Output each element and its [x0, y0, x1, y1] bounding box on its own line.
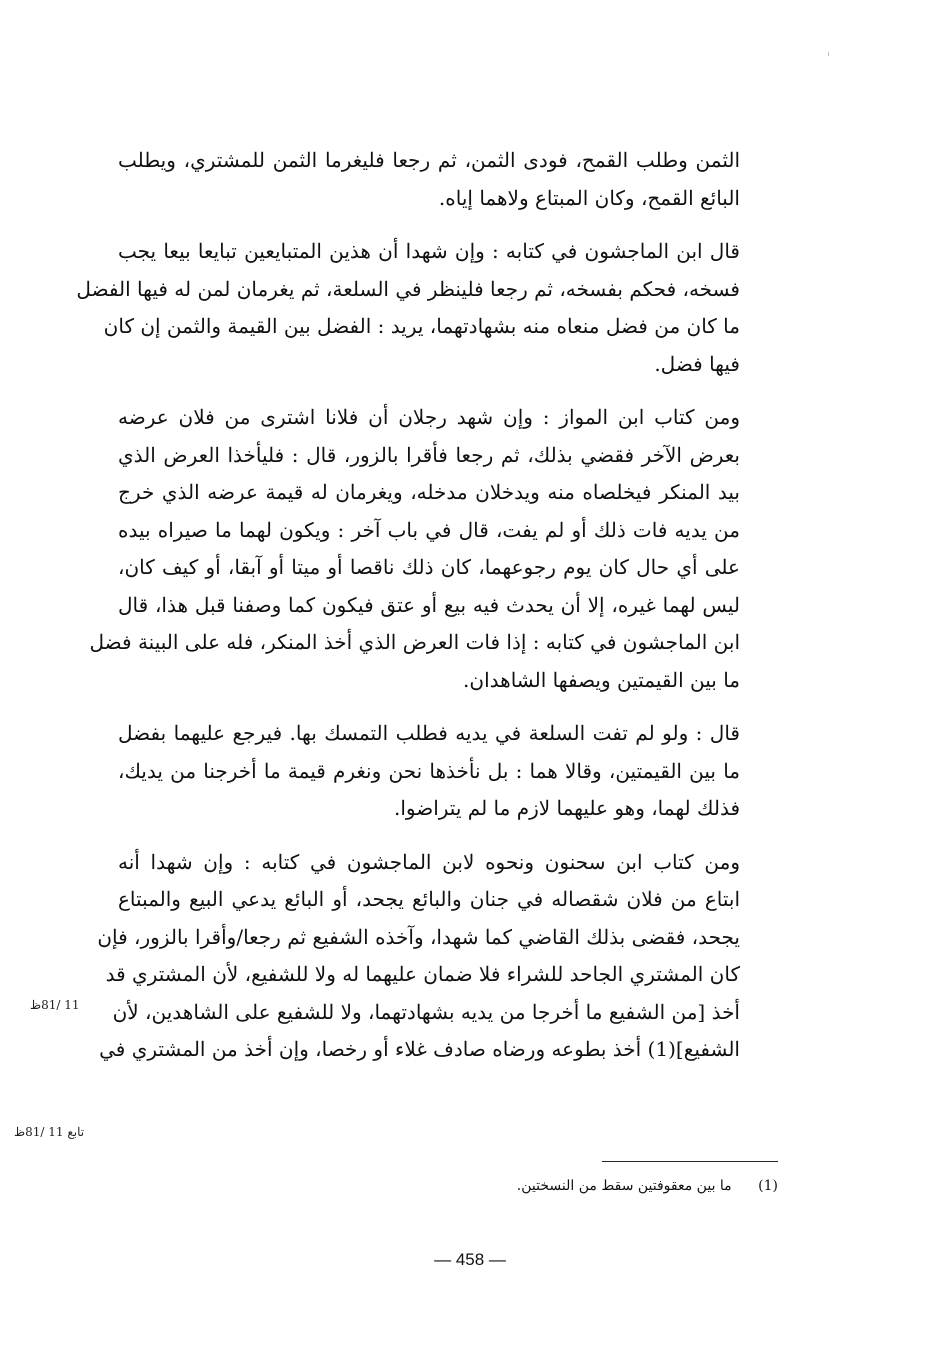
text-line: الثمن وطلب القمح، فودى الثمن، ثم رجعا فليغرما الثمن للمشتري، ويطلب — [118, 148, 741, 172]
paragraph-1 — [118, 142, 778, 217]
paragraph-4 — [118, 715, 778, 828]
text-line: يجحد، فقضى بذلك القاضي كما شهدا، وآخذه الشفيع ثم رجعا/وأقرا بالزور، فإن — [97, 924, 740, 949]
footnote-text: ما بين معقوفتين سقط من النسختين. — [516, 1178, 732, 1194]
scan-mark — [828, 52, 829, 56]
text-line: ومن كتاب ابن سحنون ونحوه لابن الماجشون في كتابه : وإن شهدا أنه — [118, 849, 740, 874]
page-number: — 458 — — [434, 1250, 506, 1269]
text-line: ابن الماجشون في كتابه : إذا فات العرض الذي أخذ المنكر، فله على البينة فضل — [89, 630, 740, 654]
footnote — [517, 1178, 778, 1194]
footnote-divider — [602, 1161, 778, 1162]
paragraph-2 — [76, 233, 778, 383]
paragraph-3 — [89, 399, 778, 699]
text-line: أخذ [من الشفيع ما أخرجا من يديه بشهادتهما، ولا للشفيع على الشاهدين، لأن — [112, 999, 740, 1024]
body-text — [76, 142, 778, 1085]
text-line: فيها فضل. — [654, 351, 740, 376]
text-line: كان المشتري الجاحد للشراء فلا ضمان عليهما له ولا للشفيع، لأن المشتري قد — [105, 962, 740, 986]
paragraph-5 — [97, 844, 778, 1069]
text-line: بيد المنكر فيخلصاه منه ويدخلان مدخله، ويغرمان له قيمة عرضه الذي خرج — [118, 480, 740, 504]
text-line: قال : ولو لم تفت السلعة في يديه فطلب التمسك بها. فيرجع عليهما بفضل — [118, 721, 740, 745]
text-line: ما بين القيمتين ويصفها الشاهدان. — [463, 667, 740, 692]
text-line: الشفيع](1) أخذ بطوعه ورضاه صادف غلاء أو رخصا، وإن أخذ من المشتري في — [99, 1037, 740, 1061]
text-line: من يديه فات ذلك أو لم يفت، قال في باب آخر : ويكون لهما ما صيراه بيده — [118, 517, 740, 542]
text-line: البائع القمح، وكان المبتاع ولاهما إياه. — [438, 185, 740, 210]
text-line: ومن كتاب ابن المواز : وإن شهد رجلان أن فلانا اشترى من فلان عرضه — [118, 405, 740, 429]
text-line: ليس لهما غيره، إلا أن يحدث فيه بيع أو عتق فيكون كما وصفنا قبل هذا، قال — [118, 592, 740, 617]
text-line: بعرض الآخر فقضي بذلك، ثم رجعا فأقرا بالزور، قال : فليأخذا العرض الذي — [118, 442, 740, 467]
text-line: ابتاع من فلان شقصاله في جنان والبائع يجحد، أو البائع يدعي البيع والمبتاع — [118, 887, 740, 911]
text-line: على أي حال كان يوم رجوعهما، كان ذلك ناقصا أو ميتا أو آبقا، أو كيف كان، — [118, 555, 740, 579]
text-line: ما بين القيمتين، وقالا هما : بل نأخذها نحن ونغرم قيمة ما أخرجنا من يديك، — [118, 758, 740, 783]
text-line: فسخه، فحكم بفسخه، ثم رجعا فلينظر في السلعة، ثم يغرمان لمن له فيها الفضل — [76, 276, 740, 301]
text-line: فذلك لهما، وهو عليهما لازم ما لم يتراضوا. — [393, 796, 740, 820]
text-line: قال ابن الماجشون في كتابه : وإن شهدا أن هذين المتبايعين تبايعا بيعا يجب — [118, 239, 740, 263]
text-line: ما كان من فضل منعاه منه بشهادتهما، يريد : الفضل بين القيمة والثمن إن كان — [103, 314, 740, 338]
footnote-number: (1) — [758, 1178, 778, 1194]
margin-note-folio: 11 /81ظ — [30, 998, 80, 1012]
margin-note-folio-continued: تابع 11 /81ظ — [14, 1125, 85, 1139]
